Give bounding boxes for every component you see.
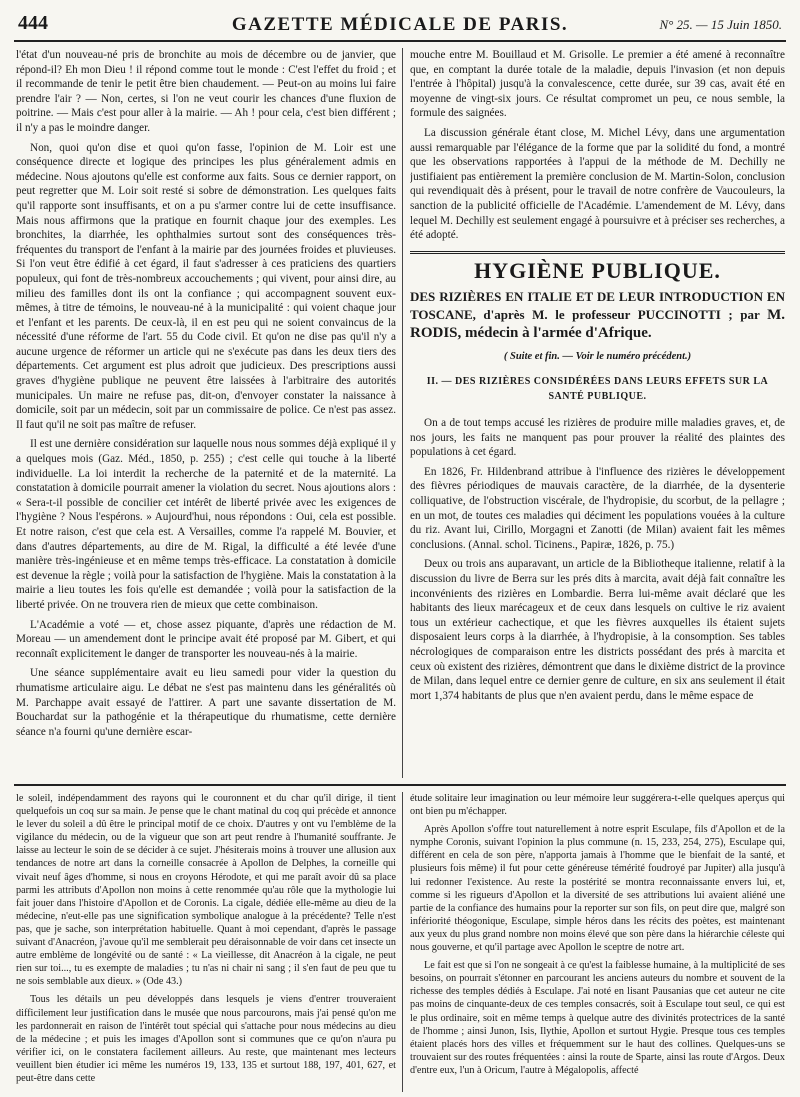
- feuilleton-rule: [14, 784, 786, 786]
- article-title-line1: DES RIZIÈRES EN ITALIE ET DE LEUR INTRODUCTION EN TOSCANE, d'après M. le professeur PUCCINOTTI ; par: [410, 289, 785, 323]
- feuilleton-paragraph: le soleil, indépendamment des rayons qui le couronnent et du char qu'il dirige, il tient quelquefois un coq sur sa main. Je pense que le chant matinal du coq qui précède et annonce le lever du soleil a dû être le principal motif de ce choix. D'autres y ont vu l'emblème de la vigilance du médecin, ou de la vigueur que son art peut rendre à l'humanité souffrante. Je laisse au lecteur le soin de se décider à ce sujet. J'hésiterais moins à trouver une allusion aux tendances de notre art dans la corneille consacrée à Apollon de Delphes, la corneille qui vivait neuf âges d'homme, si nous en croyons Hérodote, et qui me paraît avoir dû sa place parmi les attributs d'Apollon non moins à cette renommée qu'au rôle que la mythologie lui fait jouer dans l'histoire d'Apollon et de Coronis. La cigale, dédiée elle-même au dieu de la médecine, n'eut-elle pas une signification symbolique analogue à la précédente? Telle n'est pas, que je sache, son interprétation habituelle. Quant à moi cependant, d'après le passage suivant d'Anacréon, j'avoue qu'il me semblerait peu déraisonnable de voir dans cet insecte un autre emblème de longévité ou de santé : « La vieillesse, dit Anacréon à la cigale, ne peut rien sur toi..., tu es exempte de maladies ; tu n'as ni chair ni sang ; il s'en faut de peu que tu ne sois semblable aux dieux. » (Ode 43.): [16, 793, 396, 988]
- left-column: [16, 48, 396, 778]
- right-paragraph: mouche entre M. Bouillaud et M. Grisolle. Le premier a été amené à reconnaître que, en comptant la durée totale de la maladie, depuis l'invasion (et non depuis l'entrée à l'hôpital) jusqu'à la convalescence, cette durée, sur 39 cas, avait été en moyenne de vingt-six jours. Ce résultat compromet un peu, ce nous semble, la formule des saignées.: [410, 49, 785, 120]
- issue-date: N° 25. — 15 Juin 1850.: [659, 17, 782, 32]
- feuilleton-left-column: [16, 792, 396, 1092]
- column-divider: [402, 48, 403, 778]
- left-paragraph: l'état d'un nouveau-né pris de bronchite au mois de décembre ou de janvier, que répond-il? Eh mon Dieu ! il répond comme tout le monde : C'est l'effet du froid ; et il recommande de tenir le petit être bien chaudement. — Peut-on au moins lui faire prendre l'air ? — Non, certes, si l'on ne veut courir les chances d'une fluxion de poitrine. — Mais c'est pour aller à la mairie. — Ah ! pour cela, c'est bien différent ; il n'y a pas le moindre danger.: [16, 49, 396, 134]
- continuation-note: ( Suite et fin. — Voir le numéro précédent.): [503, 351, 692, 363]
- article-title: [410, 288, 785, 342]
- page-header: [14, 10, 786, 42]
- right-paragraph: On a de tout temps accusé les rizières de produire mille maladies graves, et, de nos jours, les faits ne manquent pas pour prouver la réalité des plaintes des populations à cet égard.: [410, 417, 785, 459]
- article-title-line2: M. RODIS, médecin à l'armée d'Afrique.: [410, 307, 785, 342]
- right-paragraph: En 1826, Fr. Hildenbrand attribue à l'influence des rizières le développement des fièvres périodiques de mauvais caractère, de la diarrhée, de la dysenterie colliquative, de l'obstruction viscérale, de l'hydropisie, du scorbut, de la pellagre ; en un mot, de toutes ces maladies qui déciment les populations vouées à la culture du riz. Avant lui, Cirillo, Morgagni et Zanotti (de Milan) avaient fait les mêmes conclusions. (Annal. schol. Ticinens., Papiræ, 1826, p. 75.): [410, 465, 785, 551]
- feuilleton-right-column: [410, 792, 785, 1092]
- feuilleton-paragraph: Après Apollon s'offre tout naturellement à notre esprit Esculape, fils d'Apollon et de la nymphe Coronis, suivant l'opinion la plus commune (n. 15, 233, 254, 275), Esculape qui, différent en cela de son père, n'apporta jamais à l'homme que le bienfait de la santé, et plusieurs fois même) il fut pour cette généreuse témérité foudroyé par Jupiter) alla jusqu'à lui redonner l'existence. Au reste la postérité se montra reconnaissante envers lui, et, comme si les rigueurs d'Apollon et la diversité de ses attributions lui avaient aliéné une partie de la confiance des humains pour la reporter sur son fils, on peut dire que, malgré son infériorité théogonique, Esculape, simple héros dans les récits des poètes, est maintenant aux yeux du plus grand nombre non moins élevé que son père dans la hiérarchie céleste qui nous gouverne, et qu'il partage avec Apollon le sceptre de notre art.: [410, 824, 785, 954]
- left-paragraph: Il est une dernière considération sur laquelle nous nous sommes déjà expliqué il y a quelques mois (Gaz. Méd., 1850, p. 255) ; c'est celle qui touche à la liberté individuelle. La loi interdit la recherche de la paternité et de la maternité. La constatation à domicile pourrait amener la violation du secret. Nous ajoutions alors : « Sera-t-il possible de concilier cet intérêt de liberté privée avec les exigences de l'hygiène ? Nous l'espérons. » Aujourd'hui, nous répondons : Oui, cela est possible. Et notre raison, c'est que cela est. A Versailles, comme l'a rappelé M. Bouvier, et dans d'autres départements, au dire de M. Rigal, la difficulté a été levée d'une manière très-ingénieuse et en même temps très-efficace. La constatation à domicile est devenue la règle ; voilà pour la satisfaction de l'hygiène. Mais la constatation à la mairie a lieu toutes les fois qu'elle est demandée ; voilà pour la satisfaction de la liberté privée. On ne trouvera rien de mieux que cette combinaison.: [16, 438, 396, 611]
- right-column: [410, 48, 785, 778]
- feuilleton-paragraph: Le fait est que si l'on ne songeait à ce qu'est la faiblesse humaine, à la multiplicité de ses besoins, on pourrait s'étonner en parcourant les anciens auteurs du nombre et souvent de la richesse des temples dédiés à Esculape. J'ai noté en lisant Pausanias que cet auteur ne cite pas moins de cinquante-deux de ces temples consacrés, soit à Esculape tout seul, ce qui est le plus ordinaire, soit en même temps à quelque autre des divinités protectrices de la santé de l'homme ; ainsi Junon, Isis, Ilythie, Apollon et surtout Hygie. Presque tous ces temples étaient placés hors des villes et fréquemment sur le haut des collines. Quelques-uns se trouvaient sur des routes fréquentées : ainsi la route de Sparte, ainsi las route d'Argos. Deux d'entre eux, l'un à Oricum, l'autre à Mégalopolis, affecté: [410, 960, 785, 1076]
- section-rule: [410, 251, 785, 254]
- feuilleton-paragraph: Tous les détails un peu développés dans lesquels je viens d'entrer trouveraient difficilement leur justification dans le musée que nous parcourons, mais j'ai pensé qu'on me les pardonnerait en raison de l'intérêt tout spécial qui s'attache pour nous médecins au dieu de la médecine ; et puis les images d'Apollon sont si communes que ce qu'on n'aura pu vérifier ici, on le constatera facilement ailleurs. Au reste, que maintenant mes lecteurs veuillent bien étudier ici même les numéros 19, 133, 135 et surtout 188, 197, 401, 627, et peut-être dans cette: [16, 994, 396, 1084]
- page-number: 444: [18, 12, 48, 34]
- column-divider: [402, 792, 403, 1092]
- feuilleton-paragraph: étude solitaire leur imagination ou leur mémoire leur suggérera-t-elle quelques aperçus qui ont bien pu m'échapper.: [410, 793, 785, 818]
- left-paragraph: Non, quoi qu'on dise et quoi qu'on fasse, l'opinion de M. Loir est une conséquence directe et logique des principes les plus généralement admis en médecine. Nous ajoutons qu'elle est conforme aux faits. Sous ce dernier rapport, on peut regretter que M. Loir soit resté si sobre de démonstration. Les quelques faits qu'il rapporte sont insuffisants, et on a pu s'armer contre lui de cette insuffisance. Mais nous affirmons que la pratique en fournit chaque jour des exemples. Les bronchites, la diarrhée, les ophthalmies surtout sont des conséquences très-fréquentes du transport de l'enfant à la mairie par des journées froides et pluvieuses. Si l'on veut être édifié à cet égard, il faut s'adresser à ces praticiens des quartiers populeux, qui font de très-nombreux accouchements ; qui vivent, pour ainsi dire, au milieu des familles dont ils ont la confiance ; qui accompagnent souvent eux-mêmes, à titre de témoins, le nouveau-né à la municipalité : qui voient chaque jour et l'enfant et les parents. De ceux-là, il en est peu qui ne soient convaincus de la nécessité d'une réforme de l'art. 55 du Code civil. Et qu'on ne dise pas qu'il n'y a aucune urgence de réformer un article qui ne s'exécute pas dans les deux tiers des départements. Cet argument est plus adroit que judicieux. Des prescriptions aussi graves d'hygiène publique ne peuvent être laissées à l'arbitraire des autorités municipales. Un maire ne refuse pas, dit-on, d'envoyer constater la naissance à domicile, soit par un médecin, soit par un commissaire de police. Ce n'est pas assez. Il faut qu'il ne soit pas maître de refuser.: [16, 141, 396, 431]
- right-paragraph: Deux ou trois ans auparavant, un article de la Bibliotheque italienne, relatif à la discussion du livre de Berra sur les prés dits à marcita, avait déjà fait connaître les inconvénients des rizières en Lombardie. Berra lui-même avait déclaré que les habitants des lieux marécageux et de ceux dans lesquels on cultive le riz avaient tous un extérieur cachectique, et que les fièvres auxquelles ils étaient sujets disposaient leurs corps à la diarrhée, à l'hydropisie, à la consomption. Ses tables nécrologiques de comparaison entre les districts possédant des prés à marcita et ceux où existent des rizières, démontrent que dans le dixième district de la province de Milan, dans lequel entre ce dernier genre de culture, en six ans seulement il était mort 1,374 habitants de plus que n'en avaient perdu, dans le même espace de: [410, 558, 785, 702]
- right-paragraph: La discussion générale étant close, M. Michel Lévy, dans une argumentation aussi remarquable par l'élégance de la forme que par la solidité du fond, a montré que les observations rapportées à l'appui de la méthode de M. Dechilly ne justifiaient pas entièrement la première conclusion de M. Martin-Solon, conclusion qui revendiquait dès à présent, pour le travail de notre confrère de Vaucouleurs, la sanction de la publicité officielle de l'Académie. L'amendement de M. Lévy, dans lequel M. Dechilly est seulement engagé à poursuivre et à préciser ses recherches, a été adopté.: [410, 126, 785, 242]
- section-heading: HYGIÈNE PUBLIQUE.: [474, 257, 721, 283]
- journal-title: GAZETTE MÉDICALE DE PARIS.: [231, 14, 569, 35]
- left-paragraph: Une séance supplémentaire avait eu lieu samedi pour vider la question du rhumatisme articulaire aigu. Le débat ne s'est pas maintenu dans les généralités où M. Parchappe avait essayé de l'attirer. A part une savante dissertation de M. Bouchardat sur la pathogénie et la thérapeutique du rhumatisme, cette dernière séance n'a fourni qu'une dernière escar-: [16, 667, 396, 738]
- left-paragraph: L'Académie a voté — et, chose assez piquante, d'après une rédaction de M. Moreau — un amendement dont le principe avait été proposé par M. Gibert, et qui reconnaît explicitement le danger de transporter les nouveau-nés à la mairie.: [16, 618, 396, 660]
- article-subheading: II. — DES RIZIÈRES CONSIDÉRÉES DANS LEURS EFFETS SUR LA SANTÉ PUBLIQUE.: [426, 375, 769, 402]
